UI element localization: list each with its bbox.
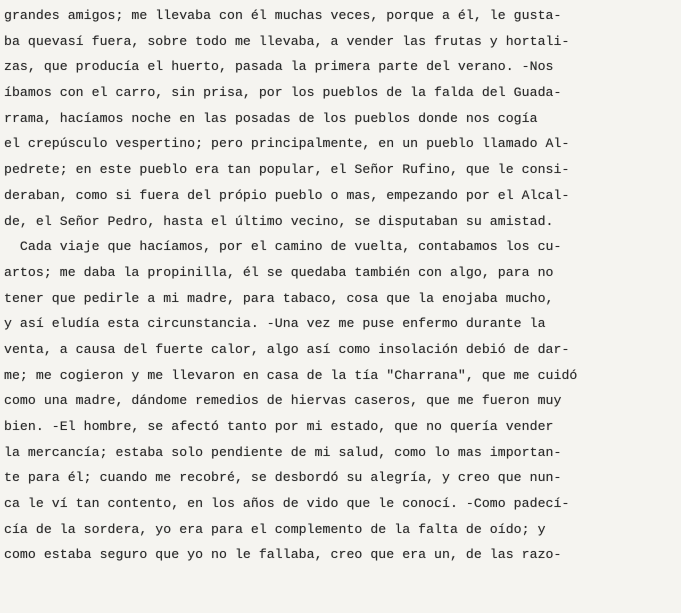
text-line: de, el Señor Pedro, hasta el último vecino, se disputaban su amistad.	[4, 213, 554, 229]
text-line: rrama, hacíamos noche en las posadas de los pueblos donde nos cogía	[4, 110, 538, 126]
text-line: grandes amigos; me llevaba con él muchas veces, porque a él, le gusta-	[4, 8, 562, 23]
typewritten-text-block	[4, 3, 679, 568]
text-line: íbamos con el carro, sin prisa, por los pueblos de la falda del Guada-	[4, 85, 562, 101]
text-line: bien. -El hombre, se afectó tanto por mi estado, que no quería vender	[4, 419, 554, 434]
text-line: me; me cogieron y me llevaron en casa de la tía "Charrana", que me cuidó	[4, 367, 578, 383]
text-line: como estaba seguro que yo no le fallaba, creo que era un, de las razo-	[4, 547, 562, 563]
text-line: pedrete; en este pueblo era tan popular, el Señor Rufino, que le consi-	[4, 162, 570, 178]
text-line: deraban, como si fuera del própio pueblo o mas, empezando por el Alcal-	[4, 187, 570, 203]
text-line: tener que pedirle a mi madre, para tabaco, cosa que la enojaba mucho,	[4, 290, 554, 306]
text-line: te para él; cuando me recobré, se desbordó su alegría, y creo que nun-	[4, 470, 562, 486]
text-line: zas, que producía el huerto, pasada la primera parte del verano. -Nos	[4, 59, 554, 75]
text-line: ca le ví tan contento, en los años de vido que le conocí. -Como padecí-	[4, 496, 570, 512]
text-line: artos; me daba la propinilla, él se quedaba también con algo, para no	[4, 264, 554, 280]
text-line: ba quevasí fuera, sobre todo me llevaba, a vender las frutas y hortali-	[4, 33, 570, 49]
text-line: y así eludía esta circunstancia. -Una vez me puse enfermo durante la	[4, 316, 546, 332]
text-line: como una madre, dándome remedios de hiervas caseros, que me fueron muy	[4, 393, 562, 409]
text-line: cía de la sordera, yo era para el complemento de la falta de oído; y	[4, 521, 546, 537]
text-line: el crepúsculo vespertino; pero principalmente, en un pueblo llamado Al-	[4, 136, 570, 152]
text-line: venta, a causa del fuerte calor, algo así como insolación debió de dar-	[4, 341, 570, 357]
text-line: Cada viaje que hacíamos, por el camino de vuelta, contabamos los cu-	[4, 239, 562, 255]
text-line: la mercancía; estaba solo pendiente de mi salud, como lo mas importan-	[4, 444, 562, 460]
